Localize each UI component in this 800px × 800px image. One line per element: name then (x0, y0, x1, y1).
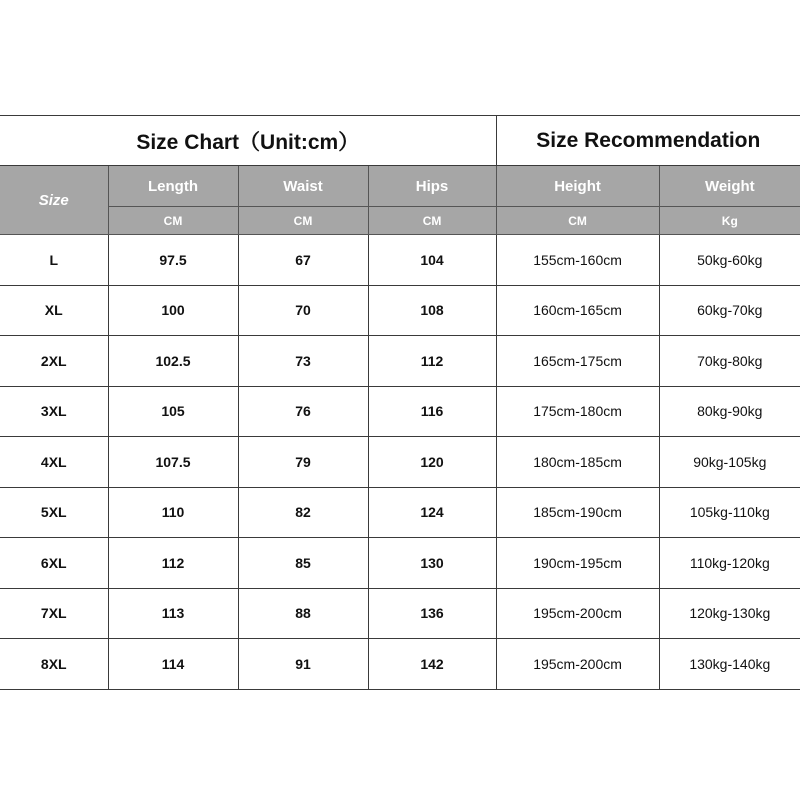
cell-size: 6XL (0, 538, 108, 589)
column-header-size: Size (0, 166, 108, 235)
cell-size: 5XL (0, 487, 108, 538)
table-row (0, 285, 800, 336)
cell-waist: 67 (238, 235, 368, 286)
cell-waist: 91 (238, 639, 368, 690)
cell-waist: 85 (238, 538, 368, 589)
cell-size: XL (0, 285, 108, 336)
unit-row (0, 207, 800, 235)
cell-size: 8XL (0, 639, 108, 690)
cell-height: 155cm-160cm (496, 235, 659, 286)
cell-weight: 120kg-130kg (659, 588, 800, 639)
cell-waist: 76 (238, 386, 368, 437)
cell-hips: 142 (368, 639, 496, 690)
cell-length: 105 (108, 386, 238, 437)
cell-length: 97.5 (108, 235, 238, 286)
unit-waist: CM (238, 207, 368, 235)
cell-weight: 50kg-60kg (659, 235, 800, 286)
cell-height: 195cm-200cm (496, 588, 659, 639)
table-row (0, 639, 800, 690)
size-chart-title: Size Chart（Unit:cm） (0, 116, 496, 166)
cell-length: 102.5 (108, 336, 238, 387)
cell-hips: 136 (368, 588, 496, 639)
cell-hips: 124 (368, 487, 496, 538)
column-header-hips: Hips (368, 166, 496, 207)
cell-waist: 79 (238, 437, 368, 488)
cell-weight: 130kg-140kg (659, 639, 800, 690)
cell-waist: 82 (238, 487, 368, 538)
cell-height: 190cm-195cm (496, 538, 659, 589)
cell-height: 185cm-190cm (496, 487, 659, 538)
unit-hips: CM (368, 207, 496, 235)
column-header-height: Height (496, 166, 659, 207)
cell-height: 160cm-165cm (496, 285, 659, 336)
size-chart (0, 115, 800, 690)
cell-weight: 90kg-105kg (659, 437, 800, 488)
cell-length: 110 (108, 487, 238, 538)
table-body (0, 235, 800, 690)
cell-length: 113 (108, 588, 238, 639)
table-row (0, 336, 800, 387)
cell-weight: 110kg-120kg (659, 538, 800, 589)
table-row (0, 487, 800, 538)
table-row (0, 386, 800, 437)
cell-hips: 120 (368, 437, 496, 488)
table-row (0, 235, 800, 286)
cell-height: 165cm-175cm (496, 336, 659, 387)
cell-length: 107.5 (108, 437, 238, 488)
column-header-length: Length (108, 166, 238, 207)
cell-length: 114 (108, 639, 238, 690)
cell-size: 7XL (0, 588, 108, 639)
cell-size: 4XL (0, 437, 108, 488)
table-row (0, 437, 800, 488)
title-row (0, 116, 800, 166)
cell-size: L (0, 235, 108, 286)
unit-height: CM (496, 207, 659, 235)
cell-height: 175cm-180cm (496, 386, 659, 437)
cell-length: 100 (108, 285, 238, 336)
cell-hips: 104 (368, 235, 496, 286)
cell-waist: 70 (238, 285, 368, 336)
cell-weight: 105kg-110kg (659, 487, 800, 538)
cell-hips: 112 (368, 336, 496, 387)
column-header-row (0, 166, 800, 207)
column-header-waist: Waist (238, 166, 368, 207)
cell-weight: 70kg-80kg (659, 336, 800, 387)
cell-hips: 116 (368, 386, 496, 437)
unit-weight: Kg (659, 207, 800, 235)
cell-hips: 130 (368, 538, 496, 589)
cell-length: 112 (108, 538, 238, 589)
cell-size: 2XL (0, 336, 108, 387)
cell-weight: 80kg-90kg (659, 386, 800, 437)
table-row (0, 588, 800, 639)
cell-hips: 108 (368, 285, 496, 336)
cell-height: 180cm-185cm (496, 437, 659, 488)
table-row (0, 538, 800, 589)
column-header-weight: Weight (659, 166, 800, 207)
cell-height: 195cm-200cm (496, 639, 659, 690)
size-recommendation-title: Size Recommendation (496, 116, 800, 166)
cell-size: 3XL (0, 386, 108, 437)
size-table (0, 115, 800, 690)
cell-waist: 73 (238, 336, 368, 387)
cell-weight: 60kg-70kg (659, 285, 800, 336)
unit-length: CM (108, 207, 238, 235)
cell-waist: 88 (238, 588, 368, 639)
